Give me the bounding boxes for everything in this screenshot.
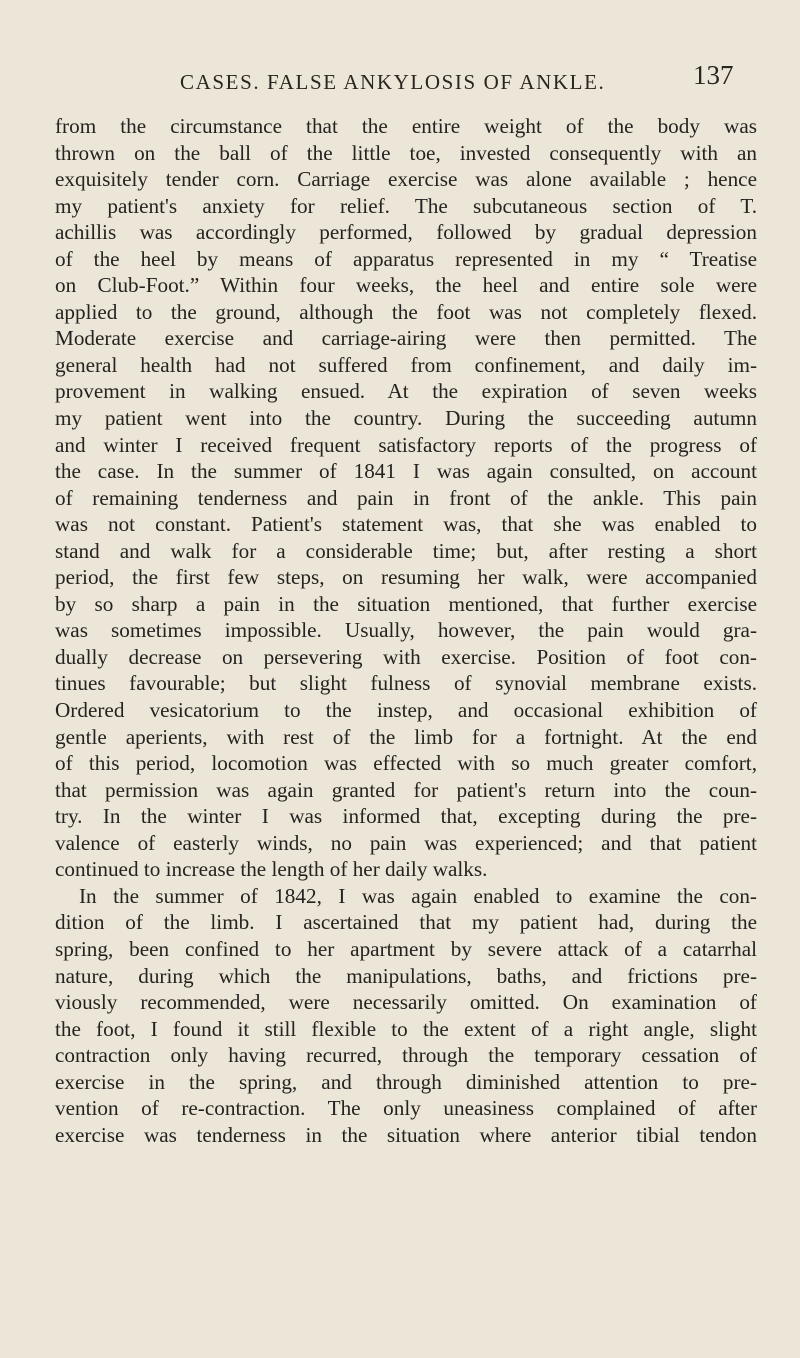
text-line: the foot, I found it still flexible to the extent of a right angle, slight bbox=[55, 1016, 757, 1041]
text-line: spring, been confined to her apartment by severe attack of a catarrhal bbox=[55, 936, 757, 961]
text-line: In the summer of 1842, I was again enabled to examine the con- bbox=[79, 883, 757, 908]
text-line: valence of easterly winds, no pain was experienced; and that patient bbox=[55, 830, 757, 855]
text-line: try. In the winter I was informed that, excepting during the pre- bbox=[55, 804, 757, 829]
running-head: CASES. FALSE ANKYLOSIS OF ANKLE. bbox=[180, 70, 606, 94]
text-line: contraction only having recurred, through the temporary cessation of bbox=[55, 1043, 757, 1068]
text-line: vention of re-contraction. The only uneasiness complained of after bbox=[55, 1096, 757, 1121]
text-line: thrown on the ball of the little toe, invested consequently with an bbox=[55, 140, 757, 165]
text-line: exercise was tenderness in the situation where anterior tibial tendon bbox=[55, 1122, 757, 1147]
text-line: viously recommended, were necessarily omitted. On examination of bbox=[55, 990, 757, 1015]
text-line: on Club-Foot.” Within four weeks, the heel and entire sole were bbox=[55, 273, 757, 298]
text-line: stand and walk for a considerable time; but, after resting a short bbox=[55, 538, 757, 563]
text-line: applied to the ground, although the foot was not completely flexed. bbox=[55, 299, 757, 324]
text-line: period, the first few steps, on resuming her walk, were accompanied bbox=[55, 565, 757, 590]
body-text bbox=[55, 113, 757, 1148]
text-line: tinues favourable; but slight fulness of synovial membrane exists. bbox=[55, 671, 757, 696]
text-line: was sometimes impossible. Usually, however, the pain would gra- bbox=[55, 618, 757, 643]
text-line: from the circumstance that the entire weight of the body was bbox=[55, 114, 757, 138]
text-line: achillis was accordingly performed, followed by gradual depression bbox=[55, 220, 757, 245]
text-line: dition of the limb. I ascertained that my patient had, during the bbox=[55, 910, 757, 935]
text-line: and winter I received frequent satisfactory reports of the progress of bbox=[55, 432, 757, 457]
text-line: general health had not suffered from confinement, and daily im- bbox=[55, 352, 757, 377]
text-line: the case. In the summer of 1841 I was again consulted, on account bbox=[55, 459, 757, 484]
text-line: dually decrease on persevering with exercise. Position of foot con- bbox=[55, 644, 757, 669]
text-line: of this period, locomotion was effected with so much greater comfort, bbox=[55, 751, 757, 776]
text-line: Moderate exercise and carriage-airing were then permitted. The bbox=[55, 326, 757, 351]
text-line: exercise in the spring, and through diminished attention to pre- bbox=[55, 1069, 757, 1094]
text-line: provement in walking ensued. At the expiration of seven weeks bbox=[55, 379, 757, 404]
text-line: Ordered vesicatorium to the instep, and occasional exhibition of bbox=[55, 698, 757, 723]
text-line: exquisitely tender corn. Carriage exercise was alone available ; hence bbox=[55, 167, 757, 192]
page-number: 137 bbox=[693, 60, 734, 90]
text-line: gentle aperients, with rest of the limb for a fortnight. At the end bbox=[55, 724, 757, 749]
text-line: continued to increase the length of her daily walks. bbox=[55, 857, 488, 882]
text-line: by so sharp a pain in the situation mentioned, that further exercise bbox=[55, 591, 757, 616]
text-line: nature, during which the manipulations, baths, and frictions pre- bbox=[55, 963, 757, 988]
text-line: of the heel by means of apparatus represented in my “ Treatise bbox=[55, 246, 757, 271]
text-line: my patient's anxiety for relief. The subcutaneous section of T. bbox=[55, 193, 757, 218]
text-line: of remaining tenderness and pain in front of the ankle. This pain bbox=[55, 485, 757, 510]
text-line: my patient went into the country. During the succeeding autumn bbox=[55, 406, 757, 431]
text-line: that permission was again granted for patient's return into the coun- bbox=[55, 777, 757, 802]
text-line: was not constant. Patient's statement was, that she was enabled to bbox=[55, 512, 757, 537]
